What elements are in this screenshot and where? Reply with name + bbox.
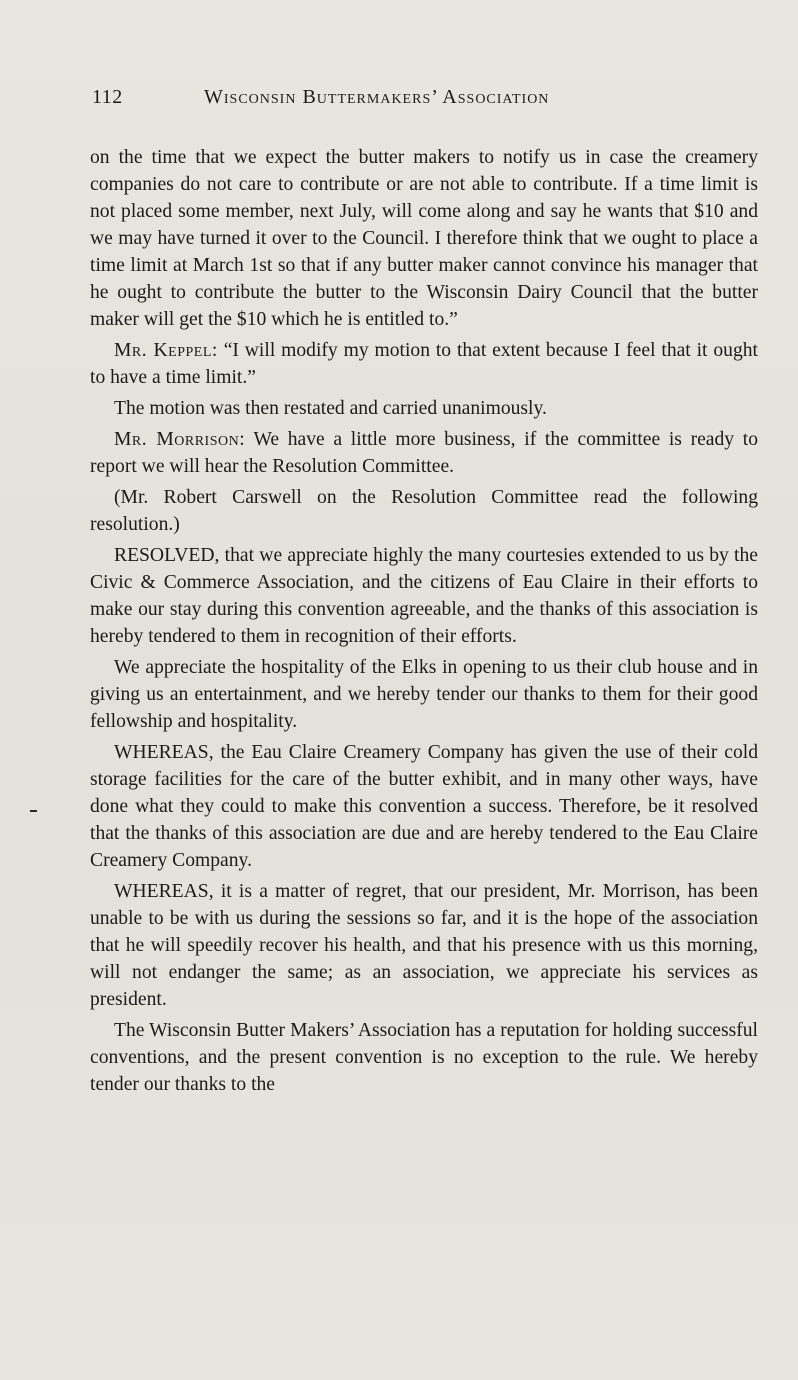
paragraph-text: “I will modify my motion to that extent because I feel that it ought to have a time limit.” (90, 340, 758, 388)
paragraph-text: WHEREAS, the Eau Claire Creamery Company has given the use of their cold storage facilities for the care of the butter exhibit, and in many other ways, have done what they could to make this convention a success. Therefore, be it resolved that the thanks of this association are due and are hereby tendered to the Eau Claire Creamery Company. (90, 742, 758, 871)
paragraph-3 (90, 395, 758, 422)
speaker-name: Mr. Morrison: (114, 429, 246, 450)
running-title: Wisconsin Buttermakers’ Association (204, 86, 550, 108)
paragraph-10 (90, 1017, 758, 1098)
paragraph-text: The motion was then restated and carried unanimously. (114, 398, 547, 419)
margin-mark (30, 810, 37, 812)
paragraph-7 (90, 654, 758, 735)
paragraph-text: We appreciate the hospitality of the Elks in opening to us their club house and in giving us an entertainment, and we hereby tender our thanks to them for their good fellowship and hospitality. (90, 657, 758, 732)
paragraph-6 (90, 542, 758, 650)
body-text (90, 144, 758, 1102)
paragraph-4 (90, 426, 758, 480)
paragraph-8 (90, 739, 758, 874)
paragraph-text: on the time that we expect the butter makers to notify us in case the creamery companies do not care to contribute or are not able to contribute. If a time limit is not placed some member, next July, will come along and say he wants that $10 and we may have turned it over to the Council. I therefore think that we ought to place a time limit at March 1st so that if any butter maker cannot convince his manager that he ought to contribute the butter to the Wisconsin Dairy Council that the butter maker will get the $10 which he is entitled to.” (90, 147, 758, 330)
paragraph-text: RESOLVED, that we appreciate highly the many courtesies extended to us by the Civic & Commerce Association, and the citizens of Eau Claire in their efforts to make our stay during this convention agreeable, and the thanks of this association is hereby tendered to them in recognition of their efforts. (90, 545, 758, 647)
paragraph-2 (90, 337, 758, 391)
speaker-name: Mr. Keppel: (114, 340, 218, 361)
paragraph-text: The Wisconsin Butter Makers’ Association has a reputation for holding successful conventions, and the present convention is no exception to the rule. We hereby tender our thanks to the (90, 1020, 758, 1095)
paragraph-text: We have a little more business, if the committee is ready to report we will hear the Resolution Committee. (90, 429, 758, 477)
paragraph-1 (90, 144, 758, 333)
paragraph-9 (90, 878, 758, 1013)
page-number: 112 (92, 86, 123, 108)
paragraph-5 (90, 484, 758, 538)
paragraph-text: (Mr. Robert Carswell on the Resolution Committee read the following resolution.) (90, 487, 758, 535)
paragraph-text: WHEREAS, it is a matter of regret, that our president, Mr. Morrison, has been unable to be with us during the sessions so far, and it is the hope of the association that he will speedily recover his health, and that his presence with us this morning, will not endanger the same; as an association, we appreciate his services as president. (90, 881, 758, 1010)
